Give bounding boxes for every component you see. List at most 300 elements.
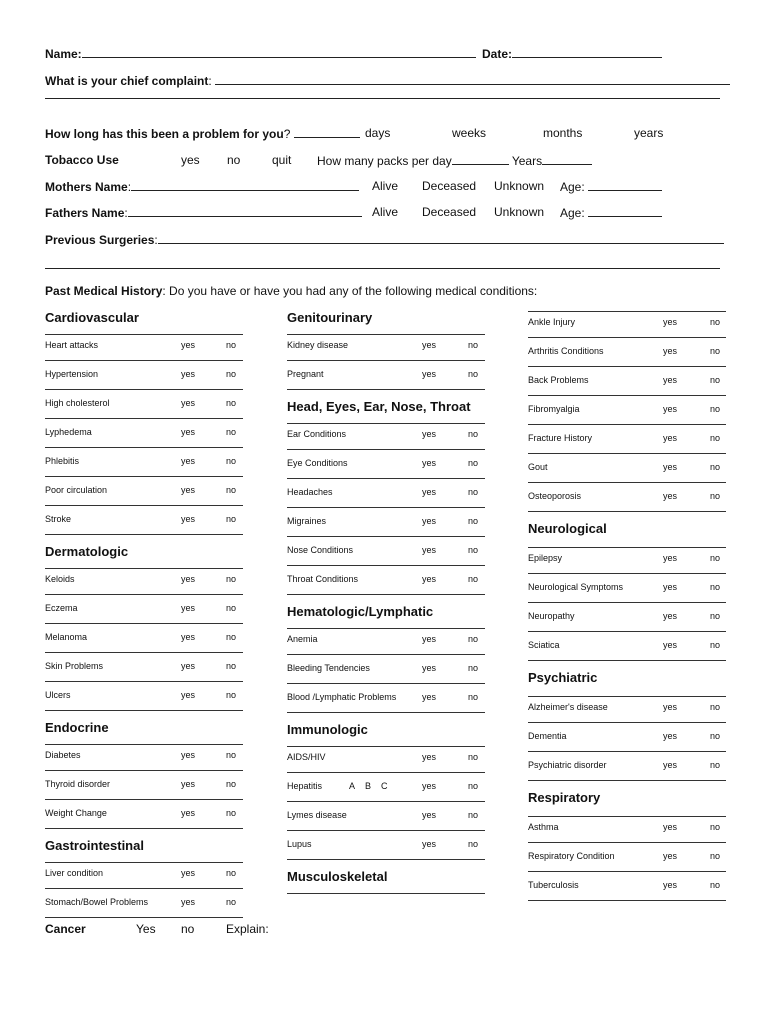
- fathers-line: Fathers Name:: [45, 205, 362, 220]
- divider: [528, 631, 726, 632]
- yes-option[interactable]: yes: [181, 427, 196, 437]
- condition-label: Sciatica: [528, 640, 560, 650]
- condition-row-neuropathy: [528, 611, 726, 629]
- unit-weeks[interactable]: weeks: [452, 126, 487, 140]
- condition-label: Eye Conditions: [287, 458, 348, 468]
- condition-label: Back Problems: [528, 375, 589, 385]
- divider: [528, 337, 726, 338]
- divider: [45, 505, 243, 506]
- yes-option[interactable]: yes: [181, 897, 196, 907]
- condition-label: Headaches: [287, 487, 333, 497]
- no-option[interactable]: no: [226, 632, 237, 642]
- divider: [528, 424, 726, 425]
- surgeries-line: Previous Surgeries:: [45, 232, 724, 247]
- divider: [528, 311, 726, 312]
- cancer-no[interactable]: no: [181, 922, 195, 936]
- yes-option[interactable]: yes: [181, 779, 196, 789]
- yes-option[interactable]: yes: [422, 369, 437, 379]
- yes-option[interactable]: yes: [422, 545, 437, 555]
- condition-label: Ulcers: [45, 690, 71, 700]
- condition-row-eczema: [45, 603, 243, 621]
- condition-row-keloids: [45, 574, 243, 592]
- divider: [287, 712, 485, 713]
- no-option[interactable]: no: [226, 897, 237, 907]
- yes-option[interactable]: yes: [663, 760, 678, 770]
- divider: [45, 418, 243, 419]
- yes-option[interactable]: yes: [181, 514, 196, 524]
- divider: [528, 366, 726, 367]
- section-heading-head-eyes-ear-nose-throat: Head, Eyes, Ear, Nose, Throat: [287, 399, 471, 414]
- condition-row-ulcers: [45, 690, 243, 708]
- no-option[interactable]: no: [710, 317, 721, 327]
- yes-option[interactable]: yes: [663, 702, 678, 712]
- yes-option[interactable]: yes: [422, 516, 437, 526]
- hepatitis-type-b[interactable]: B: [365, 781, 372, 791]
- no-option[interactable]: no: [468, 692, 479, 702]
- condition-label: Osteoporosis: [528, 491, 582, 501]
- condition-row-tuberculosis: [528, 880, 726, 898]
- yes-option[interactable]: yes: [181, 661, 196, 671]
- no-option[interactable]: no: [710, 702, 721, 712]
- condition-label: High cholesterol: [45, 398, 110, 408]
- condition-label: AIDS/HIV: [287, 752, 326, 762]
- divider: [45, 862, 243, 863]
- no-option[interactable]: no: [710, 731, 721, 741]
- no-option[interactable]: no: [710, 375, 721, 385]
- condition-label: Thyroid disorder: [45, 779, 111, 789]
- hepatitis-type-c[interactable]: C: [381, 781, 388, 791]
- condition-label: Liver condition: [45, 868, 104, 878]
- mother-age-field[interactable]: [588, 179, 662, 191]
- divider: [528, 602, 726, 603]
- no-option[interactable]: no: [468, 810, 479, 820]
- no-option[interactable]: no: [226, 485, 237, 495]
- condition-label: Pregnant: [287, 369, 324, 379]
- yes-option[interactable]: yes: [422, 574, 437, 584]
- condition-label: Asthma: [528, 822, 559, 832]
- condition-row-pregnant: [287, 369, 485, 387]
- mothers-name-field[interactable]: [131, 179, 359, 191]
- condition-row-eye-conditions: [287, 458, 485, 476]
- yes-option[interactable]: yes: [181, 574, 196, 584]
- condition-label: Hypertension: [45, 369, 99, 379]
- condition-label: Fracture History: [528, 433, 593, 443]
- unit-days[interactable]: days: [365, 126, 391, 140]
- tobacco-no[interactable]: no: [227, 153, 241, 167]
- no-option[interactable]: no: [710, 640, 721, 650]
- divider: [45, 652, 243, 653]
- no-option[interactable]: no: [226, 340, 237, 350]
- divider: [528, 482, 726, 483]
- condition-label: Ankle Injury: [528, 317, 576, 327]
- yes-option[interactable]: yes: [181, 808, 196, 818]
- condition-row-lyphedema: [45, 427, 243, 445]
- yes-option[interactable]: yes: [422, 692, 437, 702]
- no-option[interactable]: no: [468, 574, 479, 584]
- no-option[interactable]: no: [710, 404, 721, 414]
- section-heading-neurological: Neurological: [528, 521, 607, 536]
- condition-row-psychiatric-disorder: [528, 760, 726, 778]
- yes-option[interactable]: yes: [422, 634, 437, 644]
- condition-row-weight-change: [45, 808, 243, 826]
- yes-option[interactable]: yes: [663, 404, 678, 414]
- condition-label: Kidney disease: [287, 340, 349, 350]
- condition-label: Blood /Lymphatic Problems: [287, 692, 397, 702]
- divider: [287, 423, 485, 424]
- yes-option[interactable]: yes: [422, 781, 437, 791]
- condition-label: Respiratory Condition: [528, 851, 615, 861]
- yes-option[interactable]: yes: [422, 340, 437, 350]
- condition-row-gout: [528, 462, 726, 480]
- no-option[interactable]: no: [710, 760, 721, 770]
- divider: [287, 389, 485, 390]
- no-option[interactable]: no: [468, 429, 479, 439]
- divider: [287, 683, 485, 684]
- section-heading-cardiovascular: Cardiovascular: [45, 310, 139, 325]
- divider: [287, 565, 485, 566]
- no-option[interactable]: no: [226, 779, 237, 789]
- no-option[interactable]: no: [468, 634, 479, 644]
- condition-label: Arthritis Conditions: [528, 346, 604, 356]
- no-option[interactable]: no: [468, 839, 479, 849]
- divider: [287, 334, 485, 335]
- divider: [528, 547, 726, 548]
- condition-label: Gout: [528, 462, 548, 472]
- divider: [287, 801, 485, 802]
- condition-label: Epilepsy: [528, 553, 563, 563]
- condition-row-osteoporosis: [528, 491, 726, 509]
- yes-option[interactable]: yes: [181, 340, 196, 350]
- yes-option[interactable]: yes: [181, 456, 196, 466]
- complaint-field-2[interactable]: [45, 98, 720, 99]
- divider: [45, 917, 243, 918]
- complaint-field[interactable]: [215, 73, 730, 85]
- divider: [287, 654, 485, 655]
- yes-option[interactable]: yes: [422, 752, 437, 762]
- condition-row-lupus: [287, 839, 485, 857]
- years-field[interactable]: [542, 153, 592, 165]
- surgeries-field-2[interactable]: [45, 268, 720, 269]
- no-option[interactable]: no: [468, 487, 479, 497]
- yes-option[interactable]: yes: [181, 603, 196, 613]
- divider: [45, 568, 243, 569]
- divider: [287, 859, 485, 860]
- condition-row-lymes-disease: [287, 810, 485, 828]
- yes-option[interactable]: yes: [663, 375, 678, 385]
- condition-row-bleeding-tendencies: [287, 663, 485, 681]
- divider: [45, 334, 243, 335]
- condition-label: Lupus: [287, 839, 312, 849]
- section-heading-psychiatric: Psychiatric: [528, 670, 598, 685]
- cancer-label: Cancer: [45, 922, 86, 936]
- condition-row-nose-conditions: [287, 545, 485, 563]
- date-field[interactable]: [512, 46, 662, 58]
- divider: [287, 536, 485, 537]
- packs-line: How many packs per day Years: [317, 153, 592, 168]
- condition-row-migraines: [287, 516, 485, 534]
- condition-label: Neuropathy: [528, 611, 575, 621]
- father-age: Age:: [560, 205, 662, 220]
- cancer-yes[interactable]: Yes: [136, 922, 156, 936]
- section-heading-immunologic: Immunologic: [287, 722, 368, 737]
- cancer-explain: Explain:: [226, 922, 269, 936]
- yes-option[interactable]: yes: [181, 485, 196, 495]
- condition-label: Alzheimer's disease: [528, 702, 608, 712]
- condition-label: Keloids: [45, 574, 75, 584]
- yes-option[interactable]: yes: [181, 398, 196, 408]
- hepatitis-type-a[interactable]: A: [349, 781, 356, 791]
- mothers-line: Mothers Name:: [45, 179, 359, 194]
- divider: [45, 828, 243, 829]
- no-option[interactable]: no: [710, 611, 721, 621]
- condition-label: Phlebitis: [45, 456, 80, 466]
- condition-label: Skin Problems: [45, 661, 104, 671]
- divider: [287, 594, 485, 595]
- no-option[interactable]: no: [468, 781, 479, 791]
- condition-row-kidney-disease: [287, 340, 485, 358]
- yes-option[interactable]: yes: [422, 429, 437, 439]
- no-option[interactable]: no: [226, 369, 237, 379]
- condition-row-melanoma: [45, 632, 243, 650]
- unit-months[interactable]: months: [543, 126, 583, 140]
- divider: [287, 830, 485, 831]
- condition-row-blood-lymphatic-problems: [287, 692, 485, 710]
- mother-age: Age:: [560, 179, 662, 194]
- no-option[interactable]: no: [226, 574, 237, 584]
- condition-label: Nose Conditions: [287, 545, 354, 555]
- no-option[interactable]: no: [468, 516, 479, 526]
- no-option[interactable]: no: [710, 491, 721, 501]
- condition-row-aids-hiv: [287, 752, 485, 770]
- no-option[interactable]: no: [710, 582, 721, 592]
- condition-label: Diabetes: [45, 750, 81, 760]
- divider: [528, 842, 726, 843]
- condition-row-phlebitis: [45, 456, 243, 474]
- condition-row-asthma: [528, 822, 726, 840]
- divider: [528, 696, 726, 697]
- section-heading-endocrine: Endocrine: [45, 720, 109, 735]
- yes-option[interactable]: yes: [663, 491, 678, 501]
- no-option[interactable]: no: [468, 458, 479, 468]
- condition-label: Stomach/Bowel Problems: [45, 897, 149, 907]
- divider: [45, 681, 243, 682]
- yes-option[interactable]: yes: [663, 317, 678, 327]
- condition-row-high-cholesterol: [45, 398, 243, 416]
- unit-years[interactable]: years: [634, 126, 664, 140]
- yes-option[interactable]: yes: [422, 839, 437, 849]
- condition-label: Weight Change: [45, 808, 107, 818]
- yes-option[interactable]: yes: [663, 433, 678, 443]
- complaint-line: What is your chief complaint:: [45, 73, 730, 88]
- mother-unknown[interactable]: Unknown: [494, 179, 545, 193]
- no-option[interactable]: no: [226, 398, 237, 408]
- yes-option[interactable]: yes: [663, 346, 678, 356]
- yes-option[interactable]: yes: [181, 632, 196, 642]
- condition-row-arthritis-conditions: [528, 346, 726, 364]
- divider: [528, 780, 726, 781]
- condition-row-liver-condition: [45, 868, 243, 886]
- condition-label: Migraines: [287, 516, 327, 526]
- condition-row-epilepsy: [528, 553, 726, 571]
- condition-row-neurological-symptoms: [528, 582, 726, 600]
- father-unknown[interactable]: Unknown: [494, 205, 545, 219]
- father-deceased[interactable]: Deceased: [422, 205, 477, 219]
- condition-label: Heart attacks: [45, 340, 99, 350]
- father-alive[interactable]: Alive: [372, 205, 399, 219]
- condition-row-fracture-history: [528, 433, 726, 451]
- divider: [45, 623, 243, 624]
- condition-label: Melanoma: [45, 632, 88, 642]
- fathers-name-field[interactable]: [128, 205, 362, 217]
- no-option[interactable]: no: [710, 553, 721, 563]
- yes-option[interactable]: yes: [663, 851, 678, 861]
- no-option[interactable]: no: [468, 340, 479, 350]
- yes-option[interactable]: yes: [663, 731, 678, 741]
- condition-label: Anemia: [287, 634, 318, 644]
- condition-row-heart-attacks: [45, 340, 243, 358]
- yes-option[interactable]: yes: [181, 369, 196, 379]
- no-option[interactable]: no: [226, 514, 237, 524]
- yes-option[interactable]: yes: [422, 487, 437, 497]
- no-option[interactable]: no: [226, 808, 237, 818]
- condition-label: Poor circulation: [45, 485, 108, 495]
- condition-row-alzheimer-s-disease: [528, 702, 726, 720]
- yes-option[interactable]: yes: [422, 663, 437, 673]
- divider: [528, 751, 726, 752]
- no-option[interactable]: no: [226, 603, 237, 613]
- duration-field[interactable]: [294, 126, 360, 138]
- packs-field[interactable]: [452, 153, 509, 165]
- no-option[interactable]: no: [710, 462, 721, 472]
- no-option[interactable]: no: [710, 880, 721, 890]
- no-option[interactable]: no: [226, 427, 237, 437]
- divider: [287, 746, 485, 747]
- divider: [528, 871, 726, 872]
- no-option[interactable]: no: [226, 456, 237, 466]
- divider: [45, 476, 243, 477]
- condition-row-diabetes: [45, 750, 243, 768]
- yes-option[interactable]: yes: [663, 611, 678, 621]
- surgeries-field[interactable]: [158, 232, 724, 244]
- yes-option[interactable]: yes: [181, 690, 196, 700]
- divider: [45, 447, 243, 448]
- divider: [287, 772, 485, 773]
- no-option[interactable]: no: [710, 822, 721, 832]
- mother-deceased[interactable]: Deceased: [422, 179, 477, 193]
- mother-alive[interactable]: Alive: [372, 179, 399, 193]
- divider: [45, 594, 243, 595]
- divider: [287, 360, 485, 361]
- divider: [528, 573, 726, 574]
- condition-label: Bleeding Tendencies: [287, 663, 370, 673]
- no-option[interactable]: no: [226, 750, 237, 760]
- section-heading-musculoskeletal: Musculoskeletal: [287, 869, 388, 884]
- tobacco-quit[interactable]: quit: [272, 153, 292, 167]
- yes-option[interactable]: yes: [663, 462, 678, 472]
- no-option[interactable]: no: [710, 346, 721, 356]
- no-option[interactable]: no: [468, 369, 479, 379]
- divider: [287, 507, 485, 508]
- duration-line: How long has this been a problem for you?: [45, 126, 360, 141]
- yes-option[interactable]: yes: [181, 750, 196, 760]
- condition-row-sciatica: [528, 640, 726, 658]
- no-option[interactable]: no: [468, 752, 479, 762]
- condition-row-back-problems: [528, 375, 726, 393]
- condition-row-hypertension: [45, 369, 243, 387]
- condition-row-respiratory-condition: [528, 851, 726, 869]
- condition-row-poor-circulation: [45, 485, 243, 503]
- divider: [528, 722, 726, 723]
- pmh-line: Past Medical History: Do you have or have you had any of the following medical conditions:: [45, 284, 538, 298]
- condition-label: Stroke: [45, 514, 72, 524]
- divider: [287, 449, 485, 450]
- divider: [45, 888, 243, 889]
- condition-row-skin-problems: [45, 661, 243, 679]
- divider: [45, 534, 243, 535]
- tobacco-label: Tobacco Use: [45, 153, 119, 167]
- yes-option[interactable]: yes: [663, 822, 678, 832]
- condition-row-fibromyalgia: [528, 404, 726, 422]
- no-option[interactable]: no: [226, 868, 237, 878]
- divider: [528, 511, 726, 512]
- no-option[interactable]: no: [468, 663, 479, 673]
- divider: [528, 900, 726, 901]
- condition-row-dementia: [528, 731, 726, 749]
- condition-row-stomach-bowel-problems: [45, 897, 243, 915]
- section-heading-respiratory: Respiratory: [528, 790, 601, 805]
- divider: [45, 360, 243, 361]
- condition-row-ankle-injury: [528, 317, 726, 335]
- condition-row-stroke: [45, 514, 243, 532]
- yes-option[interactable]: yes: [663, 640, 678, 650]
- condition-label: Ear Conditions: [287, 429, 347, 439]
- yes-option[interactable]: yes: [181, 868, 196, 878]
- no-option[interactable]: no: [710, 433, 721, 443]
- no-option[interactable]: no: [710, 851, 721, 861]
- father-age-field[interactable]: [588, 205, 662, 217]
- section-heading-dermatologic: Dermatologic: [45, 544, 129, 559]
- section-heading-gastrointestinal: Gastrointestinal: [45, 838, 144, 853]
- no-option[interactable]: no: [226, 690, 237, 700]
- no-option[interactable]: no: [468, 545, 479, 555]
- divider: [45, 389, 243, 390]
- yes-option[interactable]: yes: [663, 880, 678, 890]
- condition-label: Psychiatric disorder: [528, 760, 607, 770]
- divider: [45, 744, 243, 745]
- date-line: Date:: [482, 46, 662, 61]
- no-option[interactable]: no: [226, 661, 237, 671]
- yes-option[interactable]: yes: [663, 553, 678, 563]
- condition-label: Tuberculosis: [528, 880, 579, 890]
- divider: [45, 710, 243, 711]
- tobacco-yes[interactable]: yes: [181, 153, 200, 167]
- yes-option[interactable]: yes: [663, 582, 678, 592]
- condition-row-anemia: [287, 634, 485, 652]
- name-line: Name:: [45, 46, 476, 61]
- divider: [528, 816, 726, 817]
- section-heading-hematologic-lymphatic: Hematologic/Lymphatic: [287, 604, 434, 619]
- condition-label: Fibromyalgia: [528, 404, 580, 414]
- condition-label: Lyphedema: [45, 427, 92, 437]
- condition-row-throat-conditions: [287, 574, 485, 592]
- condition-label: Throat Conditions: [287, 574, 359, 584]
- divider: [45, 770, 243, 771]
- yes-option[interactable]: yes: [422, 458, 437, 468]
- yes-option[interactable]: yes: [422, 810, 437, 820]
- name-field[interactable]: [82, 46, 476, 58]
- divider: [287, 478, 485, 479]
- condition-label: Eczema: [45, 603, 78, 613]
